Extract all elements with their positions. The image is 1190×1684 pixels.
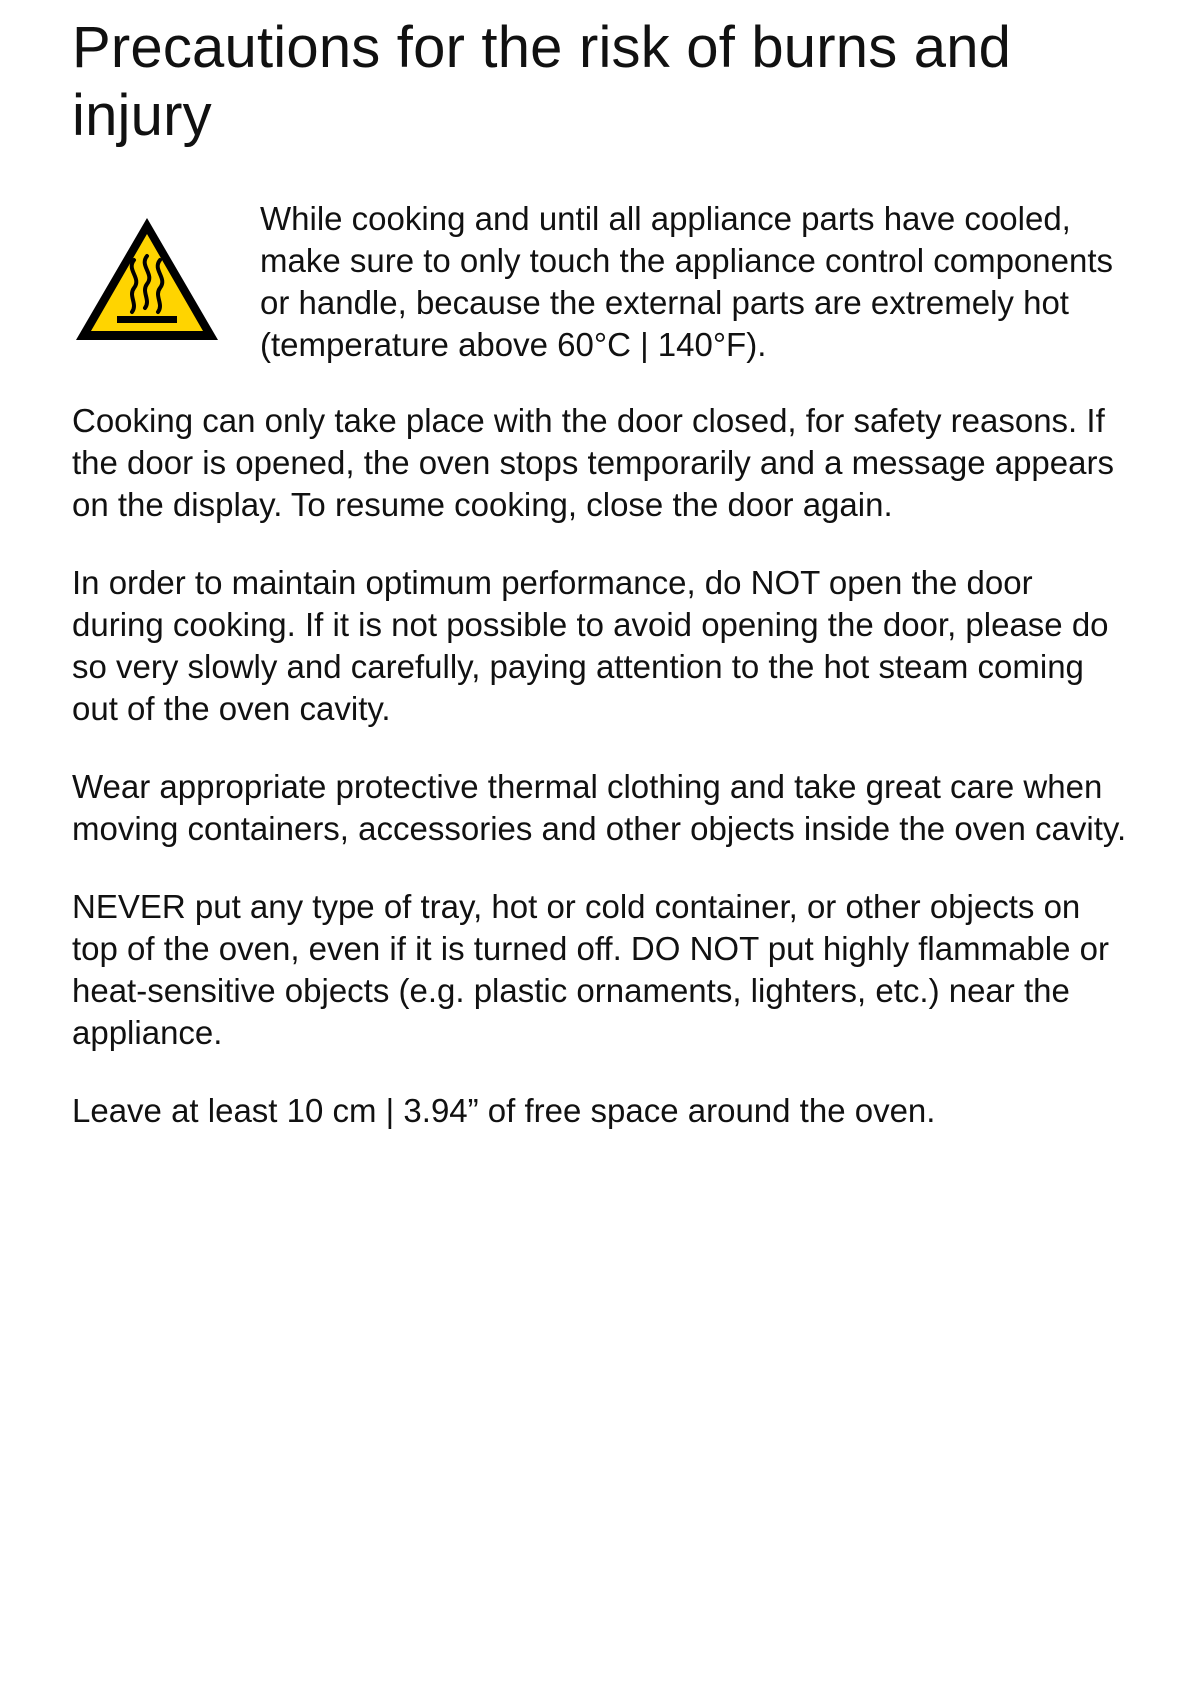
paragraph-free-space: Leave at least 10 cm | 3.94” of free space around the oven.	[72, 1092, 936, 1129]
warning-text: While cooking and until all appliance parts have cooled, make sure to only touch the appliance control components or handle, because the external parts are extremely hot (temperature above 60°C | 140°F).	[260, 200, 1114, 363]
paragraph-optimum-performance: In order to maintain optimum performance, do NOT open the door during cooking. If it is not possible to avoid opening the door, please do so very slowly and carefully, paying attention to the hot steam coming out of the oven cavity.	[72, 564, 1109, 727]
paragraph-door-closed: Cooking can only take place with the door closed, for safety reasons. If the door is opened, the oven stops temporarily and a message appears on the display. To resume cooking, close the door again.	[72, 402, 1114, 523]
hot-surface-warning	[72, 198, 1132, 366]
hot-surface-warning-icon	[72, 212, 222, 346]
page-title: Precautions for the risk of burns and injury	[72, 15, 1012, 148]
paragraph-never-put-objects: NEVER put any type of tray, hot or cold container, or other objects on top of the oven, even if it is turned off. DO NOT put highly flammable or heat-sensitive objects (e.g. plastic ornaments, lighters, etc.) near the appliance.	[72, 888, 1109, 1051]
document-page	[72, 14, 1132, 1132]
paragraph-protective-clothing: Wear appropriate protective thermal clothing and take great care when moving containers, accessories and other objects inside the oven cavity.	[72, 768, 1127, 847]
